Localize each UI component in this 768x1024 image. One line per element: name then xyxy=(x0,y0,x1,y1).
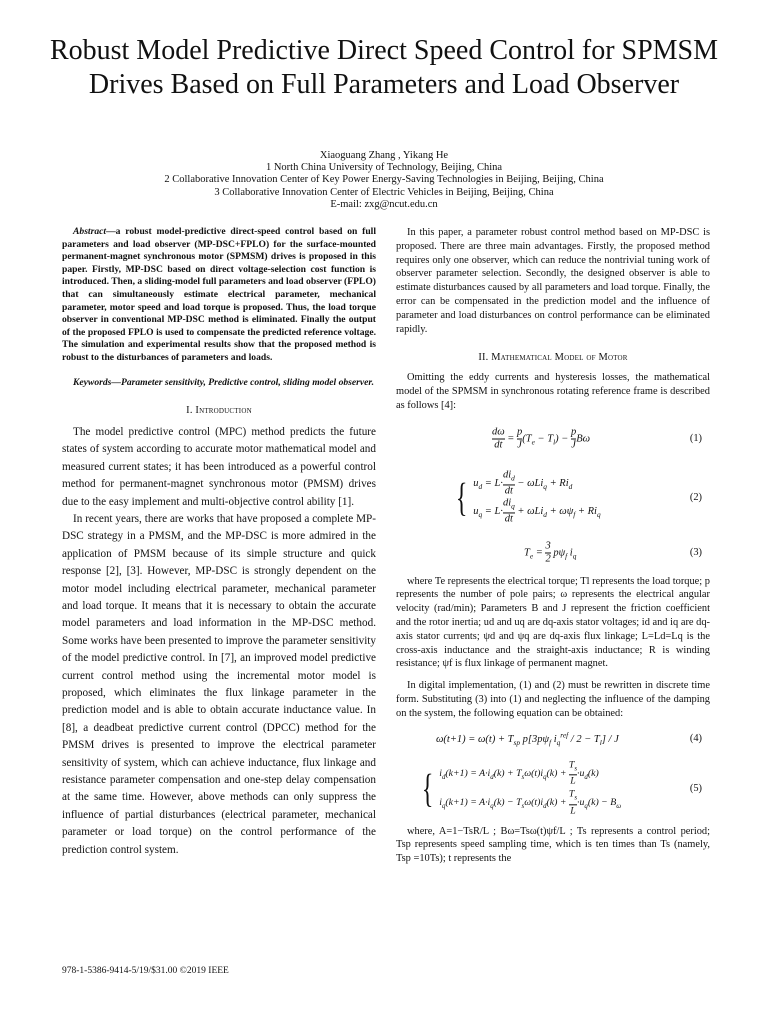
equation-2-body: { $u_d = L\cdot$ $\frac{di_d}{dt}$ − $\omega Li_q + Ri_d$ $u_q = L\cdot$ $\frac{di_q}{dt}$ + $\omega Li_d + \omega\psi_f + Ri_q$ xyxy=(455,469,601,525)
equation-4-body: $\omega(t+1) = \omega(t) + T_{sp}$ $p[3p\psi_f$ $i_q^{ref} / 2 - T_l] / J$ xyxy=(436,729,619,747)
intro-paragraph-1: The model predictive control (MPC) method predicts the future states of system according to accurate motor mathematical model and measured current states; it has been introduced as a powerful control method for permanent-magnet synchronous motor (PMSM) drives due to the easy implement and multi-objective control ability [1]. xyxy=(62,425,376,508)
equation-2-number: (2) xyxy=(689,491,702,503)
author-names: Xiaoguang Zhang , Yikang He xyxy=(319,150,449,161)
equation-3 xyxy=(396,535,710,571)
keywords: Keywords—Parameter sensitivity, Predictive control, sliding model observer. xyxy=(73,376,375,388)
right-paragraph-3: In digital implementation, (1) and (2) must be rewritten in discrete time form. Substituting (3) into (1) and neglecting the influence of the damping on the system, the following equation can be obtained: xyxy=(396,680,710,719)
equation-4-number: (4) xyxy=(689,732,702,744)
section-heading-model: II. Mathematical Model of Motor xyxy=(478,352,628,364)
copyright-footer: 978-1-5386-9414-5/19/$31.00 ©2019 IEEE xyxy=(62,966,229,976)
abstract-lead: Abstract xyxy=(73,226,107,237)
equation-1-number: (1) xyxy=(689,432,702,444)
section-heading-introduction: I. Introduction xyxy=(186,405,252,417)
equation-2 xyxy=(396,465,710,531)
left-column xyxy=(62,226,376,859)
affiliation-2: 2 Collaborative Innovation Center of Key Power Energy-Saving Technologies in Beijing, Beijing, China xyxy=(164,174,604,186)
equation-1-body: $\frac{d\omega}{dt}$ = $\frac{p}{J}$ $(T_e - T_l)$ − $\frac{p}{J}$ Bω xyxy=(492,426,591,451)
intro-paragraph-2: In recent years, there are works that have proposed a complete MP-DSC strategy in a PMSM, and the MP-DSC is more admired in the application of PMSM because of its simple structure and quick response [2], [3]. However, MP-DSC is strongly dependent on the motor model including electrical parameter, mechanical parameter and load torque. It means that it is necessary to obtain the accurate model parameters and load information in the MP-DSC method. Some works have been presented to improve the parameter sensitivity of the model predictive control. In [7], an improved model predictive current control method using the incremental motor model is proposed, which eliminates the flux linkage parameter in the prediction model and is able to obtain accurate inductance value. In [8], a deadbeat predictive current control (DPCC) method for the PMSM drives is presented to improve the electrical parameter sensitivity of system, which can achieve inductance, flux linkage and resistance parameter compensation and one-step delay compensation at the same time. However, above methods can only suppress the influence of partial disturbances (electrical parameter, mechanical parameter or load torque) on the control performance of the prediction control system. xyxy=(62,512,376,856)
equation-5-number: (5) xyxy=(689,782,702,794)
affiliation-1: 1 North China University of Technology, Beijing, China xyxy=(265,162,503,174)
right-column xyxy=(396,226,710,866)
right-paragraph-0: In this paper, a parameter robust control method based on MP-DSC is proposed. There are three main advantages. Firstly, the proposed method requires only one observer, which can reduce the nontrivial tuning work of observer parameter selection. Secondly, the designed observer is able to estimate disturbances caused by all parameters and load torque. Finally, the error can be compensated in the prediction model and the influence of parameter and load disturbances on control performance can be eliminated rapidly. xyxy=(396,227,710,335)
equation-4 xyxy=(396,725,710,753)
affiliation-3: 3 Collaborative Innovation Center of Electric Vehicles in Beijing, Beijing, China xyxy=(214,186,554,198)
author-email: E-mail: zxg@ncut.edu.cn xyxy=(330,198,438,210)
right-paragraph-4: where, A=1−TsR/L ; Bω=Tsω(t)ψf/L ; Ts represents a control period; Tsp represents speed sampling time, which is ten times than Ts (namely, Tsp =10Ts); t represents the xyxy=(396,825,710,865)
right-paragraph-2: where Te represents the electrical torque; Tl represents the load torque; p represents the number of pole pairs; ω represents the electrical angular velocity (rad/min); Parameters B and J represent the friction coefficient and the rotor inertia; ud and uq are dq-axis stator voltages; id and iq are dq-axis stator currents; ψd and ψq are dq-axis flux linkage; L=Ld=Lq is the cross-axis inductance and the straight-axis inductance; R is winding resistance; ψf is flux linkage of permanent magnet. xyxy=(396,575,710,670)
equation-5 xyxy=(396,757,710,821)
paper-title: Robust Model Predictive Direct Speed Control for SPMSM Drives Based on Full Parameters and Load Observer xyxy=(49,35,719,100)
equation-5-body: { $i_d(k+1) = A\cdot i_d(k) + T_s\omega(t)i_q(k)$ + $\frac{T_s}{L}$ $\cdot u_d(k)$ $i_q(k+1) = A\cdot i_q(k) - T_s\omega(t)i_d(k)$ + $\frac{T_s}{L}$ $\cdot u_q(k) - B_\omega$ xyxy=(421,758,622,817)
equation-3-number: (3) xyxy=(689,546,702,558)
author-block xyxy=(40,150,728,211)
equation-3-body: $T_e$ = $\frac{3}{2}$ $p\psi_f$ $i_q$ xyxy=(524,540,577,565)
equation-1 xyxy=(396,417,710,461)
abstract-text: —a robust model-predictive direct-speed control based on full parameters and load observer (MP-DSC+FPLO) for the surface-mounted permanent-magnet synchronous motor (SPMSM) drives is proposed in this paper. Firstly, MP-DSC based on direct voltage-selection cost function is introduced. Then, a sliding-model full parameters and load observer (FPLO) that can simultaneously estimate electrical parameter, mechanical parameter, motor speed and load torque is proposed. Thus, the load torque observer in conventional MP-DSC method is eliminated. Finally the output of the proposed FPLO is used to compensate the predicted reference voltage. The simulation and experimental results show that the proposed method is robust to the disturbances of parameters and loads. xyxy=(62,226,376,363)
abstract xyxy=(62,226,376,365)
right-paragraph-1: Omitting the eddy currents and hysteresis losses, the mathematical model of the SPMSM in synchronous rotating reference frame is described as follows [4]: xyxy=(396,372,710,411)
